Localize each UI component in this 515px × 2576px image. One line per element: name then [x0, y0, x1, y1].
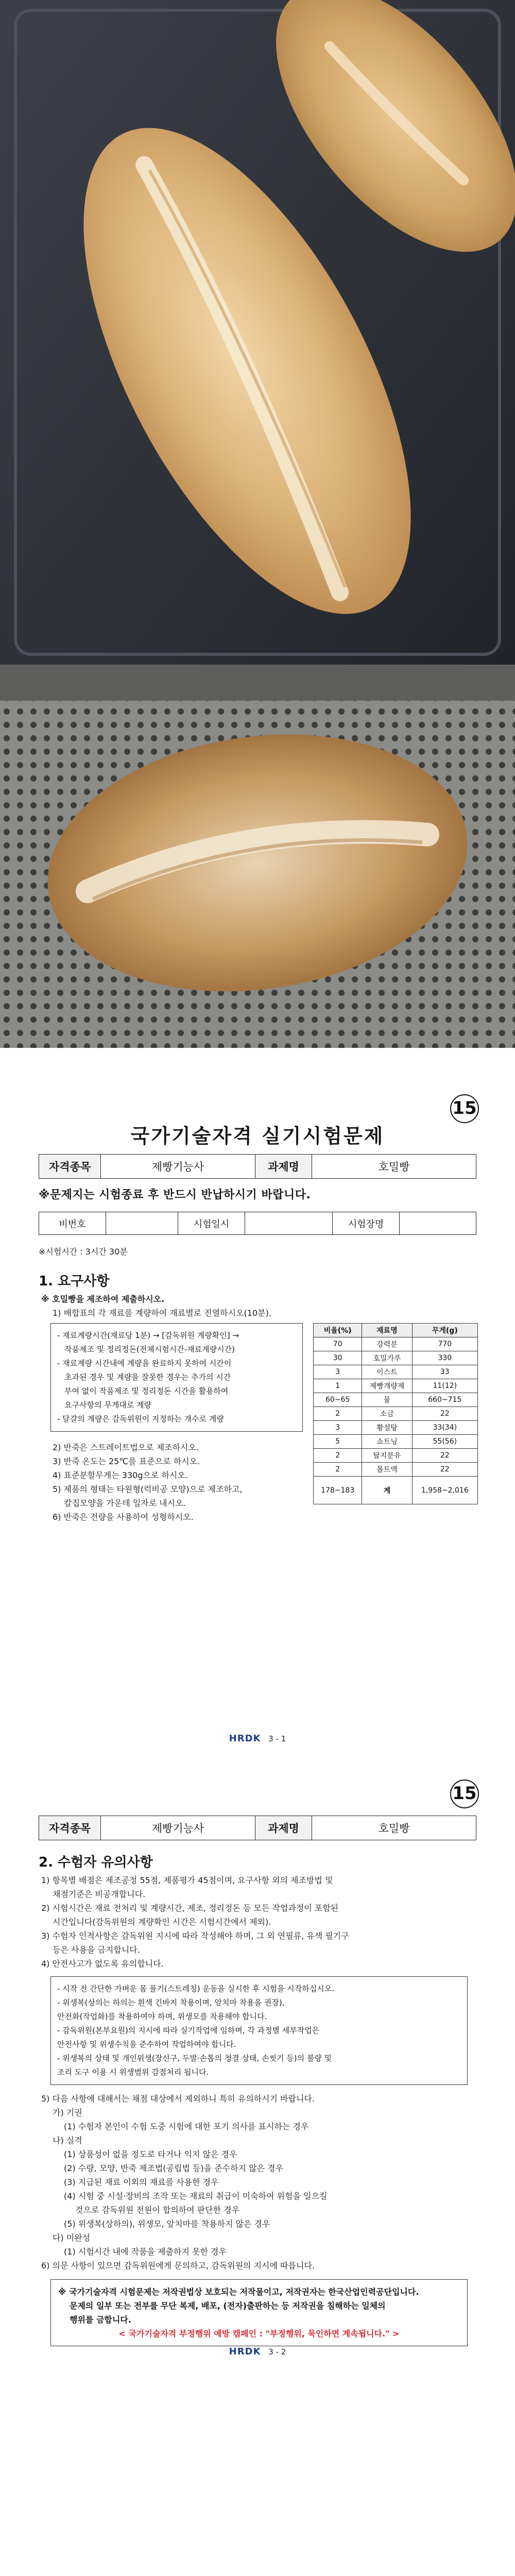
- requirement-6: 6) 반죽은 전량을 사용하여 성형하시오.: [53, 1512, 194, 1522]
- box-line: 요구사항의 무게대로 계량: [64, 1400, 151, 1410]
- exam-place-value: [400, 1212, 476, 1235]
- caution-line: 시간입니다(감독위원의 계량확인 시간은 시험시간에서 제외).: [53, 1917, 271, 1927]
- total-ratio: 178~183: [314, 1477, 362, 1504]
- requirement-4: 4) 표준분할무게는 330g으로 하시오.: [53, 1470, 188, 1480]
- box-line: - 달걀의 계량은 감독위원이 지정하는 개수로 계량: [57, 1414, 224, 1423]
- warning-line: 행위를 금합니다.: [70, 2315, 131, 2325]
- total-weight: 1,958~2,016: [412, 1477, 477, 1504]
- table-row: 2 몰트액 22: [314, 1463, 478, 1477]
- caution-line: (3) 지급된 재료 이외의 재료를 사용한 경우: [64, 2177, 219, 2187]
- measurement-rules-box: [50, 1323, 303, 1432]
- box-line: - 위생복의 상태 및 개인위생(장신구, 두발·손톱의 청결 상태, 손씻기 등)의 불량 및: [57, 2054, 332, 2063]
- caution-line: 1) 항목별 배점은 제조공정 55점, 제품평가 45점이며, 요구사항 외의 제조방법 및: [41, 1875, 333, 1885]
- hrdk-logo: HRDK: [229, 1733, 261, 1744]
- caution-line: 다) 미완성: [53, 2233, 91, 2243]
- requirement-5: 5) 제품의 형태는 타원형(럭비공 모양)으로 제조하고,: [53, 1484, 243, 1494]
- bread-photo-bottom: [0, 665, 515, 1048]
- requirement-3: 3) 반죽 온도는 25℃를 표준으로 하시오.: [53, 1456, 200, 1466]
- caution-line: (5) 위생복(상하의), 위생모, 앞치마를 착용하지 않은 경우: [64, 2219, 270, 2229]
- box-line: 초과된 경우 및 계량을 잘못한 경우는 추가의 시간: [64, 1372, 231, 1382]
- exam-page-2: [0, 1759, 515, 2470]
- document-title: 국가기술자격 실기시험문제: [130, 1125, 385, 1147]
- warning-line: 문제의 일부 또는 전부를 무단 복제, 배포, (전자)출판하는 등 저작권을 침해하는 일체의: [70, 2301, 386, 2311]
- col-ratio: 비율(%): [314, 1324, 362, 1337]
- caution-line: 나) 실격: [53, 2136, 82, 2145]
- exam-place-label: 시험장명: [333, 1212, 400, 1235]
- requirement-2: 2) 반죽은 스트레이트법으로 제조하시오.: [53, 1443, 199, 1452]
- page-footer: [0, 2346, 515, 2357]
- caution-line: (2) 수량, 모양, 반죽 제조법(공립법 등)을 준수하지 않은 경우: [64, 2163, 284, 2173]
- qualification-label: 자격종목: [39, 1155, 101, 1179]
- caution-line: 3) 수험자 인적사항은 감독위원 지시에 따라 작성해야 하며, 그 외 연필류, 유색 필기구: [41, 1931, 349, 1941]
- requirement-5-cont: 칼집모양을 가운데 일자로 내시오.: [64, 1498, 186, 1508]
- col-weight: 무게(g): [412, 1324, 477, 1337]
- box-line: - 시작 전 간단한 가벼운 몸 풀기(스트레칭) 운동을 실시한 후 시험을 시작하십시오.: [57, 1984, 335, 1993]
- caution-line: 채점기준은 비공개합니다.: [53, 1889, 146, 1899]
- table-row: 30 호밀가루 330: [314, 1351, 478, 1365]
- exam-id-label: 비번호: [39, 1212, 106, 1235]
- box-line: - 감독위원(본부요원)의 지시에 따라 실기작업에 임하며, 각 과정별 세부작업은: [57, 2026, 320, 2035]
- caution-line: 6) 의문 사항이 있으면 감독위원에게 문의하고, 감독위원의 지시에 따릅니다.: [41, 2261, 315, 2270]
- header-table: [39, 1816, 476, 1840]
- box-line: - 재료계량시간(재료당 1분) → [감독위원 계량확인] →: [57, 1331, 239, 1340]
- task-value: 호밀빵: [312, 1816, 476, 1840]
- caution-line: 2) 시험시간은 재료 전처리 및 계량시간, 제조, 정리정돈 등 모든 작업과정이 포함된: [41, 1903, 339, 1913]
- exam-date-value: [245, 1212, 333, 1235]
- caution-line: 5) 다음 사항에 대해서는 채점 대상에서 제외하니 특히 유의하시기 바랍니다.: [41, 2094, 315, 2104]
- section-title-requirements: 1. 요구사항: [39, 1274, 110, 1289]
- box-line: 안전사항 및 위생수칙을 준수하여 작업하여야 합니다.: [57, 2040, 236, 2049]
- total-label: 계: [362, 1477, 412, 1504]
- task-label: 과제명: [255, 1816, 312, 1840]
- copyright-warning-box: [50, 2279, 468, 2346]
- box-line: 작품제조 및 정리정돈(전체시험시간-재료계량시간): [64, 1345, 235, 1354]
- caution-line: (1) 수험자 본인이 수험 도중 시험에 대한 포기 의사를 표시하는 경우: [64, 2122, 309, 2131]
- warning-line: ※ 국가기술자격 시험문제는 저작권법상 보호되는 저작물이고, 저작권자는 한국산업인력공단입니다.: [58, 2287, 419, 2297]
- exam-page-3: [0, 2470, 515, 2576]
- caution-line: 것으로 감독위원 전원이 합의하여 판단한 경우: [75, 2205, 240, 2215]
- box-line: - 재료계량 시간내에 계량을 완료하지 못하여 시간이: [57, 1359, 232, 1368]
- exam-page-1: [0, 1048, 515, 1759]
- section-title-cautions: 2. 수험자 유의사항: [39, 1855, 153, 1870]
- caution-line: 등은 사용을 금지합니다.: [53, 1945, 140, 1955]
- bread-loaves-illustration: [0, 0, 515, 665]
- caution-line: 가) 기권: [53, 2108, 82, 2117]
- box-line: - 위생복(상의는 하의는 흰색 긴바지 착용이며, 앞치마 착용을 권장),: [57, 1998, 285, 2007]
- intro-line: ※ 호밀빵을 제조하여 제출하시오.: [41, 1294, 165, 1304]
- exam-info-table: [39, 1212, 476, 1235]
- qualification-value: 제빵기능사: [101, 1816, 255, 1840]
- bread-photo-top: [0, 0, 515, 665]
- table-row: 2 탈지분유 22: [314, 1449, 478, 1463]
- requirements-intro: [41, 1292, 309, 1320]
- exam-date-label: 시험일시: [178, 1212, 245, 1235]
- qualification-label: 자격종목: [39, 1816, 101, 1840]
- page-footer: [0, 1733, 515, 1744]
- cautions-list-a: [41, 1873, 479, 1971]
- table-row: 60~65 물 660~715: [314, 1393, 478, 1407]
- task-value: 호밀빵: [312, 1155, 476, 1179]
- page-number: 15: [450, 1094, 479, 1123]
- table-row: 1 제빵개량제 11(12): [314, 1379, 478, 1393]
- caution-line: 4) 안전사고가 없도록 유의합니다.: [41, 1959, 164, 1969]
- table-row: 2 소금 22: [314, 1407, 478, 1421]
- requirement-1: 1) 배합표의 각 재료를 계량하여 재료별로 진열하시오(10분).: [53, 1308, 271, 1318]
- caution-line: (4) 시험 중 시설·장비의 조작 또는 재료의 취급이 미숙하여 위험을 일으킬: [64, 2191, 328, 2201]
- exam-id-value: [106, 1212, 178, 1235]
- table-row: 3 황설탕 33(34): [314, 1421, 478, 1435]
- ingredient-ratio-table: [313, 1323, 478, 1504]
- table-total-row: [314, 1477, 478, 1504]
- hrdk-logo: HRDK: [229, 2346, 261, 2357]
- bread-loaf-closeup-illustration: [0, 665, 515, 1048]
- cautions-list-b: [41, 2092, 479, 2273]
- requirements-list: [41, 1440, 309, 1524]
- box-line: 조리 도구 이용 시 위생범위 감점처리 됩니다.: [57, 2067, 209, 2077]
- caution-line: (1) 상품성이 없을 정도로 타거나 익지 않은 경우: [64, 2149, 237, 2159]
- col-ingredient: 재료명: [362, 1324, 412, 1337]
- footer-page-index: 3 - 2: [268, 2347, 286, 2357]
- qualification-value: 제빵기능사: [101, 1155, 255, 1179]
- safety-rules-box: [50, 1976, 468, 2085]
- caution-line: (1) 시험시간 내에 작품을 제출하지 못한 경우: [64, 2247, 227, 2257]
- table-row: 5 쇼트닝 55(56): [314, 1435, 478, 1449]
- return-notice: ※문제지는 시험종료 후 반드시 반납하시기 바랍니다.: [39, 1189, 311, 1201]
- page-number: 15: [450, 1780, 479, 1808]
- exam-time: ※시험시간 : 3시간 30분: [39, 1247, 128, 1257]
- box-line: 안전화(작업화)를 착용하여야 하며, 위생모를 착용해야 합니다.: [57, 2012, 267, 2021]
- campaign-line: < 국가기술자격 부정행위 예방 캠페인 : "부정행위, 묵인하면 계속됩니다." >: [118, 2329, 400, 2338]
- table-row: 3 이스트 33: [314, 1365, 478, 1379]
- footer-page-index: 3 - 1: [268, 1734, 286, 1743]
- table-row: 70 강력분 770: [314, 1337, 478, 1351]
- task-label: 과제명: [255, 1155, 312, 1179]
- header-table: [39, 1154, 476, 1179]
- box-line: 부여 없이 작품제조 및 정리정돈 시간을 활용하여: [64, 1386, 229, 1396]
